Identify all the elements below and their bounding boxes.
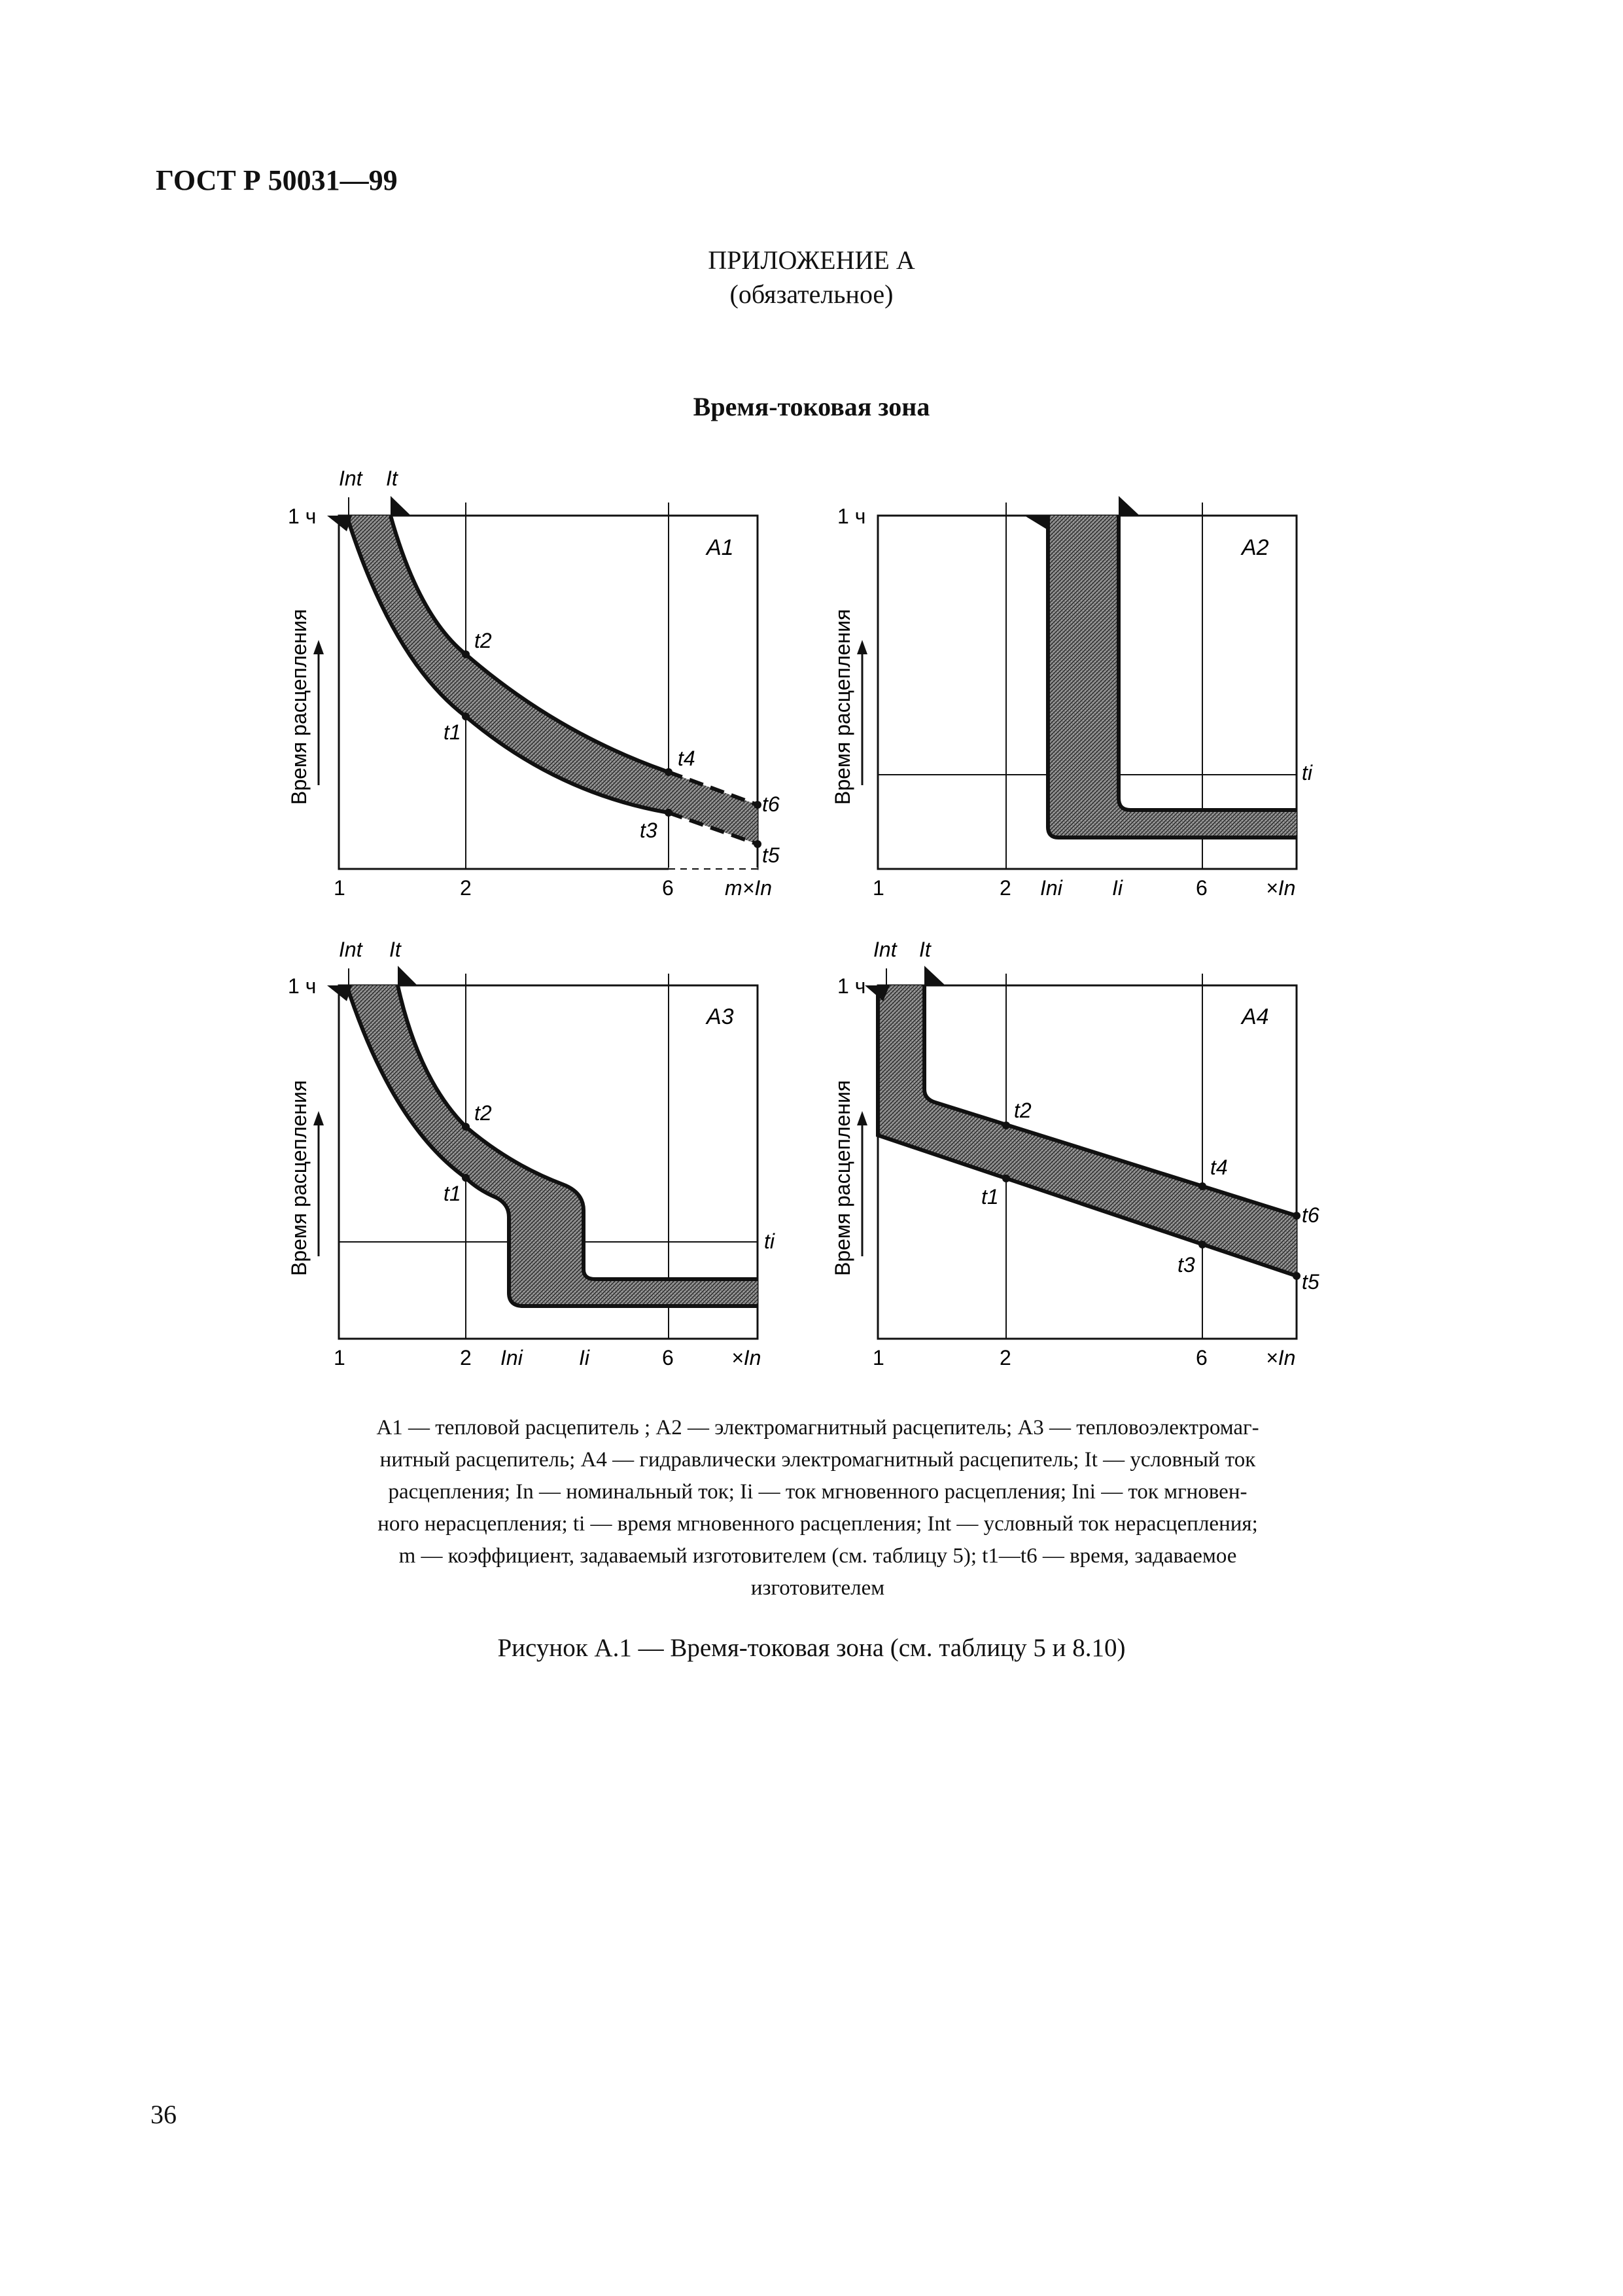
- point-label-t2-a1: t2: [474, 629, 492, 652]
- tick-1-a1: 1: [334, 876, 345, 900]
- point-label-t4-a4: t4: [1210, 1156, 1228, 1179]
- tick-1-a2: 1: [873, 876, 884, 900]
- tick-6-a2: 6: [1196, 876, 1208, 900]
- y-top-a3: 1 ч: [288, 974, 317, 998]
- int-marker-a2: [1024, 516, 1048, 530]
- marker-label-it-a1: It: [386, 467, 398, 490]
- point-label-t3-a1: t3: [640, 819, 657, 842]
- a2-band: [1048, 516, 1297, 838]
- panel-label-a2: A2: [1242, 535, 1269, 560]
- legend-line: расцепления; In — номинальный ток; Ii — ток мгновенного расцепления; Ini — ток мгновен-: [388, 1480, 1248, 1504]
- tick-xIn-a2: ×In: [1266, 876, 1296, 900]
- tick-xIn-a4: ×In: [1266, 1346, 1296, 1369]
- tick-2-a4: 2: [1000, 1346, 1011, 1369]
- legend-line: ного нерасцепления; ti — время мгновенного расцепления; Int — условный ток нерасцепления;: [377, 1512, 1258, 1536]
- point-label-t5-a4: t5: [1302, 1270, 1319, 1294]
- right-label-ti-a3: ti: [764, 1229, 775, 1253]
- right-label-ti-a2: ti: [1302, 761, 1312, 785]
- marker-label-int-a3: Int: [339, 938, 362, 961]
- tick-1-a4: 1: [873, 1346, 884, 1369]
- figure-caption: Рисунок А.1 — Время-токовая зона (см. таблицу 5 и 8.10): [497, 1634, 1126, 1662]
- tick-2-a1: 2: [460, 876, 472, 900]
- point-label-t5-a1: t5: [762, 843, 780, 867]
- legend-line: A1 — тепловой расцепитель ; A2 — электромагнитный расцепитель; A3 — тепловоэлектромаг-: [376, 1416, 1259, 1439]
- point-label-t6-a1: t6: [762, 792, 780, 816]
- y-top-a1: 1 ч: [288, 504, 317, 528]
- page-number: 36: [150, 2100, 177, 2129]
- it-marker-a1: [391, 496, 411, 516]
- panel-label-a1: A1: [707, 535, 734, 560]
- figure-title: Время-токовая зона: [693, 392, 930, 421]
- tick-ii-a3: Ii: [579, 1346, 589, 1369]
- tick-mIn-a1: m×In: [725, 876, 773, 900]
- y-axis-label-a4: Время расцепления: [831, 1080, 854, 1276]
- legend-line: нитный расцепитель; A4 — гидравлически электромагнитный расцепитель; It — условный ток: [379, 1448, 1256, 1472]
- point-label-t3-a4: t3: [1178, 1253, 1195, 1277]
- point-label-t1-a1: t1: [444, 720, 461, 744]
- point-label-t1-a4: t1: [981, 1185, 999, 1209]
- point-label-t4-a1: t4: [678, 747, 695, 770]
- marker-label-it-a4: It: [919, 938, 931, 961]
- point-label-t1-a3: t1: [444, 1182, 461, 1205]
- tick-2-a3: 2: [460, 1346, 472, 1369]
- y-axis-label-a3: Время расцепления: [287, 1080, 311, 1276]
- appendix-title: ПРИЛОЖЕНИЕ А: [708, 245, 915, 275]
- panel-a2: [831, 496, 1313, 900]
- y-top-a4: 1 ч: [837, 974, 866, 998]
- tick-1-a3: 1: [334, 1346, 345, 1369]
- point-label-t6-a4: t6: [1302, 1203, 1319, 1227]
- y-axis-label-a1: Время расцепления: [287, 609, 311, 805]
- tick-ini-a2: Ini: [1040, 876, 1062, 900]
- it-marker-a2: [1119, 496, 1140, 516]
- it-marker-a4: [924, 966, 945, 985]
- y-top-a2: 1 ч: [837, 504, 866, 528]
- marker-label-int-a4: Int: [873, 938, 897, 961]
- panel-a3: [287, 938, 775, 1369]
- figure-legend: [296, 1412, 1340, 1604]
- a3-band: [347, 985, 758, 1306]
- y-axis-label-a2: Время расцепления: [831, 609, 854, 805]
- marker-label-int-a1: Int: [339, 467, 362, 490]
- document-standard-header: ГОСТ Р 50031—99: [156, 164, 398, 196]
- tick-ii-a2: Ii: [1112, 876, 1123, 900]
- legend-line: m — коэффициент, задаваемый изготовителем (см. таблицу 5); t1—t6 — время, задаваемое: [398, 1544, 1237, 1568]
- it-marker-a3: [398, 966, 417, 985]
- legend-line: изготовителем: [750, 1576, 885, 1600]
- tick-6-a1: 6: [662, 876, 674, 900]
- tick-2-a2: 2: [1000, 876, 1011, 900]
- appendix-status: (обязательное): [729, 279, 894, 309]
- panel-label-a3: A3: [707, 1004, 734, 1029]
- tick-6-a3: 6: [662, 1346, 674, 1369]
- panel-a4: [831, 938, 1319, 1369]
- tick-xIn-a3: ×In: [731, 1346, 761, 1369]
- point-label-t2-a4: t2: [1014, 1099, 1032, 1122]
- panel-a1: [287, 467, 780, 900]
- panel-label-a4: A4: [1242, 1004, 1269, 1029]
- tick-ini-a3: Ini: [500, 1346, 523, 1369]
- a4-band: [878, 985, 1297, 1276]
- marker-label-it-a3: It: [389, 938, 401, 961]
- point-label-t2-a3: t2: [474, 1101, 492, 1125]
- tick-6-a4: 6: [1196, 1346, 1208, 1369]
